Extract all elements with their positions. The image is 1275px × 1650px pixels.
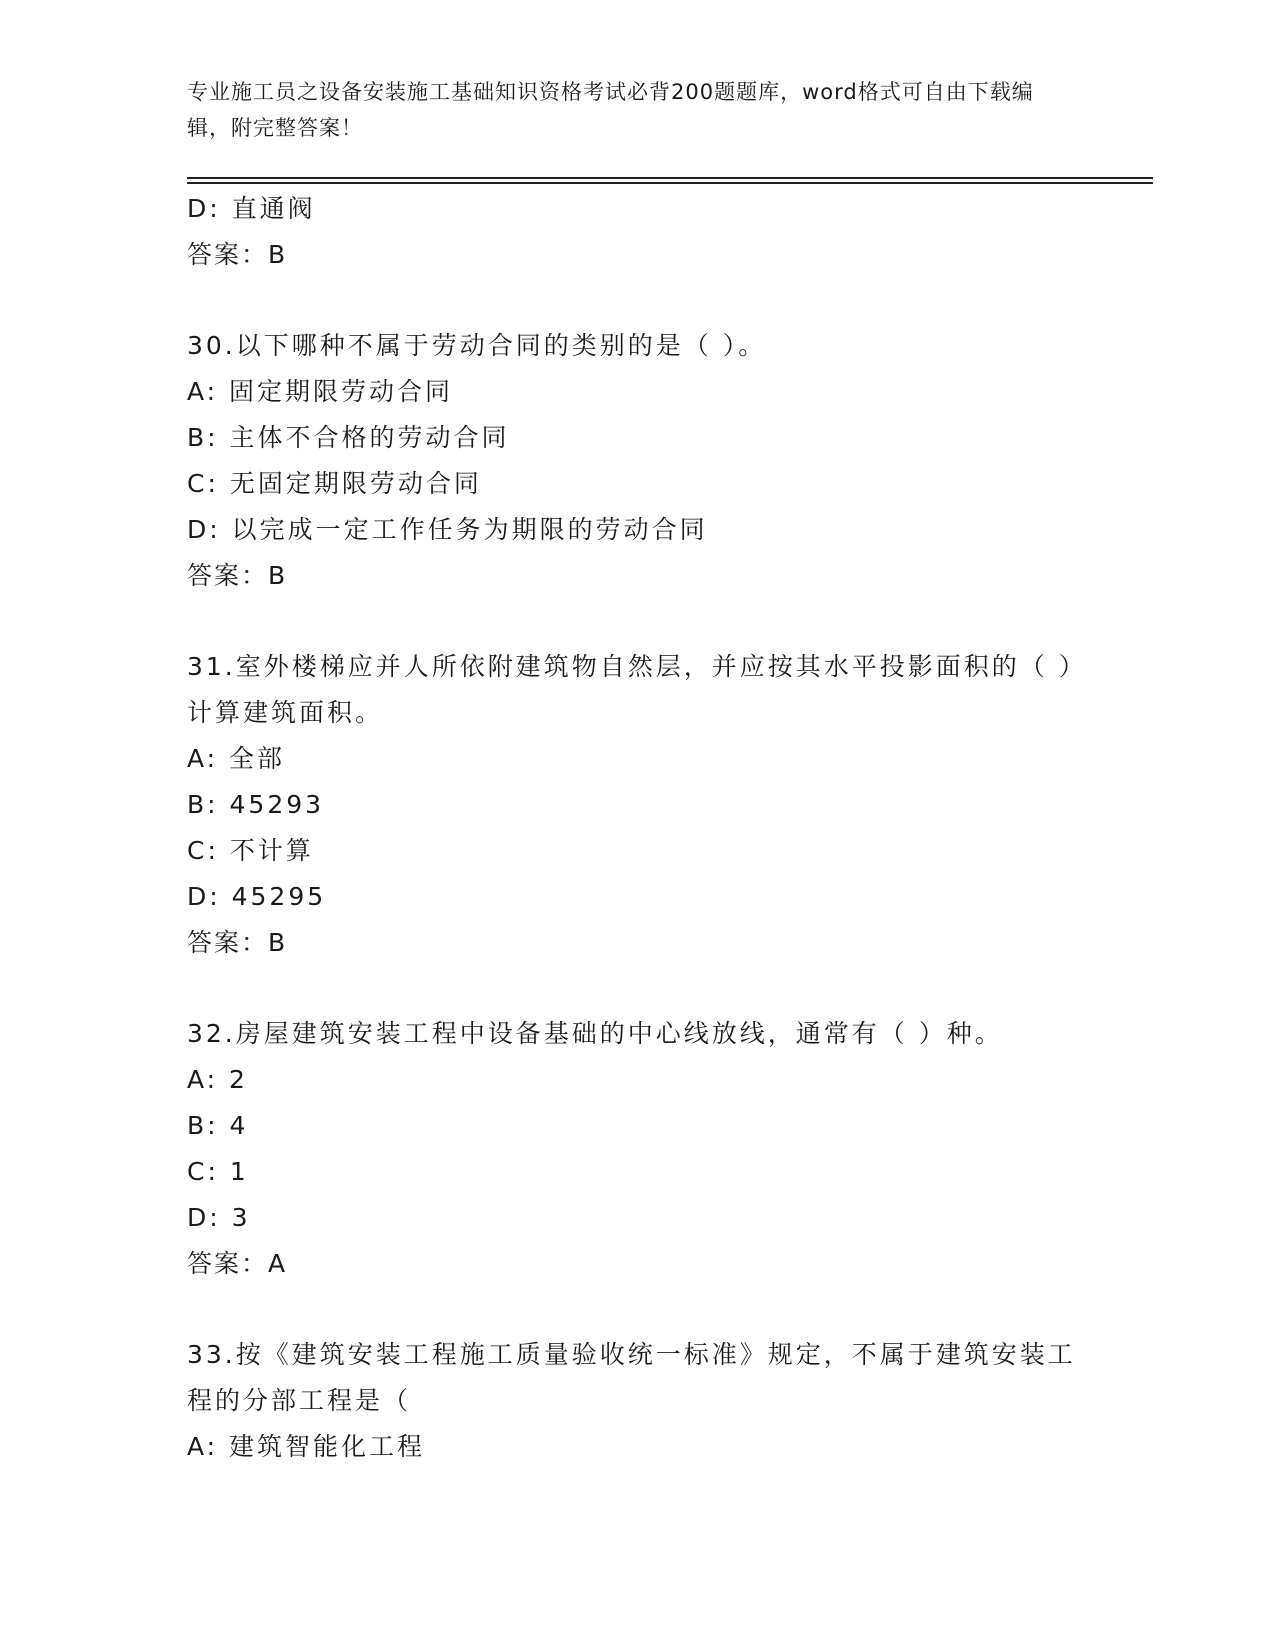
question-31 xyxy=(187,644,1087,966)
question-30 xyxy=(187,323,1087,599)
document-header: 专业施工员之设备安装施工基础知识资格考试必背200题题库，word格式可自由下载编辑，附完整答案！ xyxy=(187,80,1034,140)
option-d: D: 直通阀 xyxy=(187,194,316,223)
spacer xyxy=(187,966,1087,1011)
question-stem: 30.以下哪种不属于劳动合同的类别的是（ ）。 xyxy=(187,331,767,360)
option-c: C: 无固定期限劳动合同 xyxy=(187,469,482,498)
option-a: A: 固定期限劳动合同 xyxy=(187,377,454,406)
question-stem: 33.按《建筑安装工程施工质量验收统一标准》规定，不属于建筑安装工程的分部工程是（ xyxy=(187,1340,1076,1415)
question-29-tail xyxy=(187,186,1087,278)
question-stem: 31.室外楼梯应并人所依附建筑物自然层，并应按其水平投影面积的（ ）计算建筑面积。 xyxy=(187,652,1075,727)
option-a: A: 全部 xyxy=(187,744,286,773)
answer-label: 答案：B xyxy=(187,928,288,957)
spacer xyxy=(187,278,1087,323)
option-b: B: 4 xyxy=(187,1111,249,1140)
option-c: C: 不计算 xyxy=(187,836,314,865)
option-b: B: 45293 xyxy=(187,790,325,819)
question-stem: 32.房屋建筑安装工程中设备基础的中心线放线，通常有（ ）种。 xyxy=(187,1019,1003,1048)
question-33 xyxy=(187,1332,1087,1470)
option-d: D: 3 xyxy=(187,1203,251,1232)
spacer xyxy=(187,1287,1087,1332)
spacer xyxy=(187,599,1087,644)
option-d: D: 以完成一定工作任务为期限的劳动合同 xyxy=(187,515,708,544)
question-32 xyxy=(187,1011,1087,1287)
answer-label: 答案：B xyxy=(187,240,288,269)
option-c: C: 1 xyxy=(187,1157,249,1186)
header-divider-bottom xyxy=(187,182,1153,184)
option-b: B: 主体不合格的劳动合同 xyxy=(187,423,510,452)
answer-label: 答案：B xyxy=(187,561,288,590)
answer-label: 答案：A xyxy=(187,1249,288,1278)
header-divider-top xyxy=(187,177,1153,179)
question-content xyxy=(187,186,1087,1470)
option-a: A: 建筑智能化工程 xyxy=(187,1432,426,1461)
option-a: A: 2 xyxy=(187,1065,248,1094)
option-d: D: 45295 xyxy=(187,882,327,911)
